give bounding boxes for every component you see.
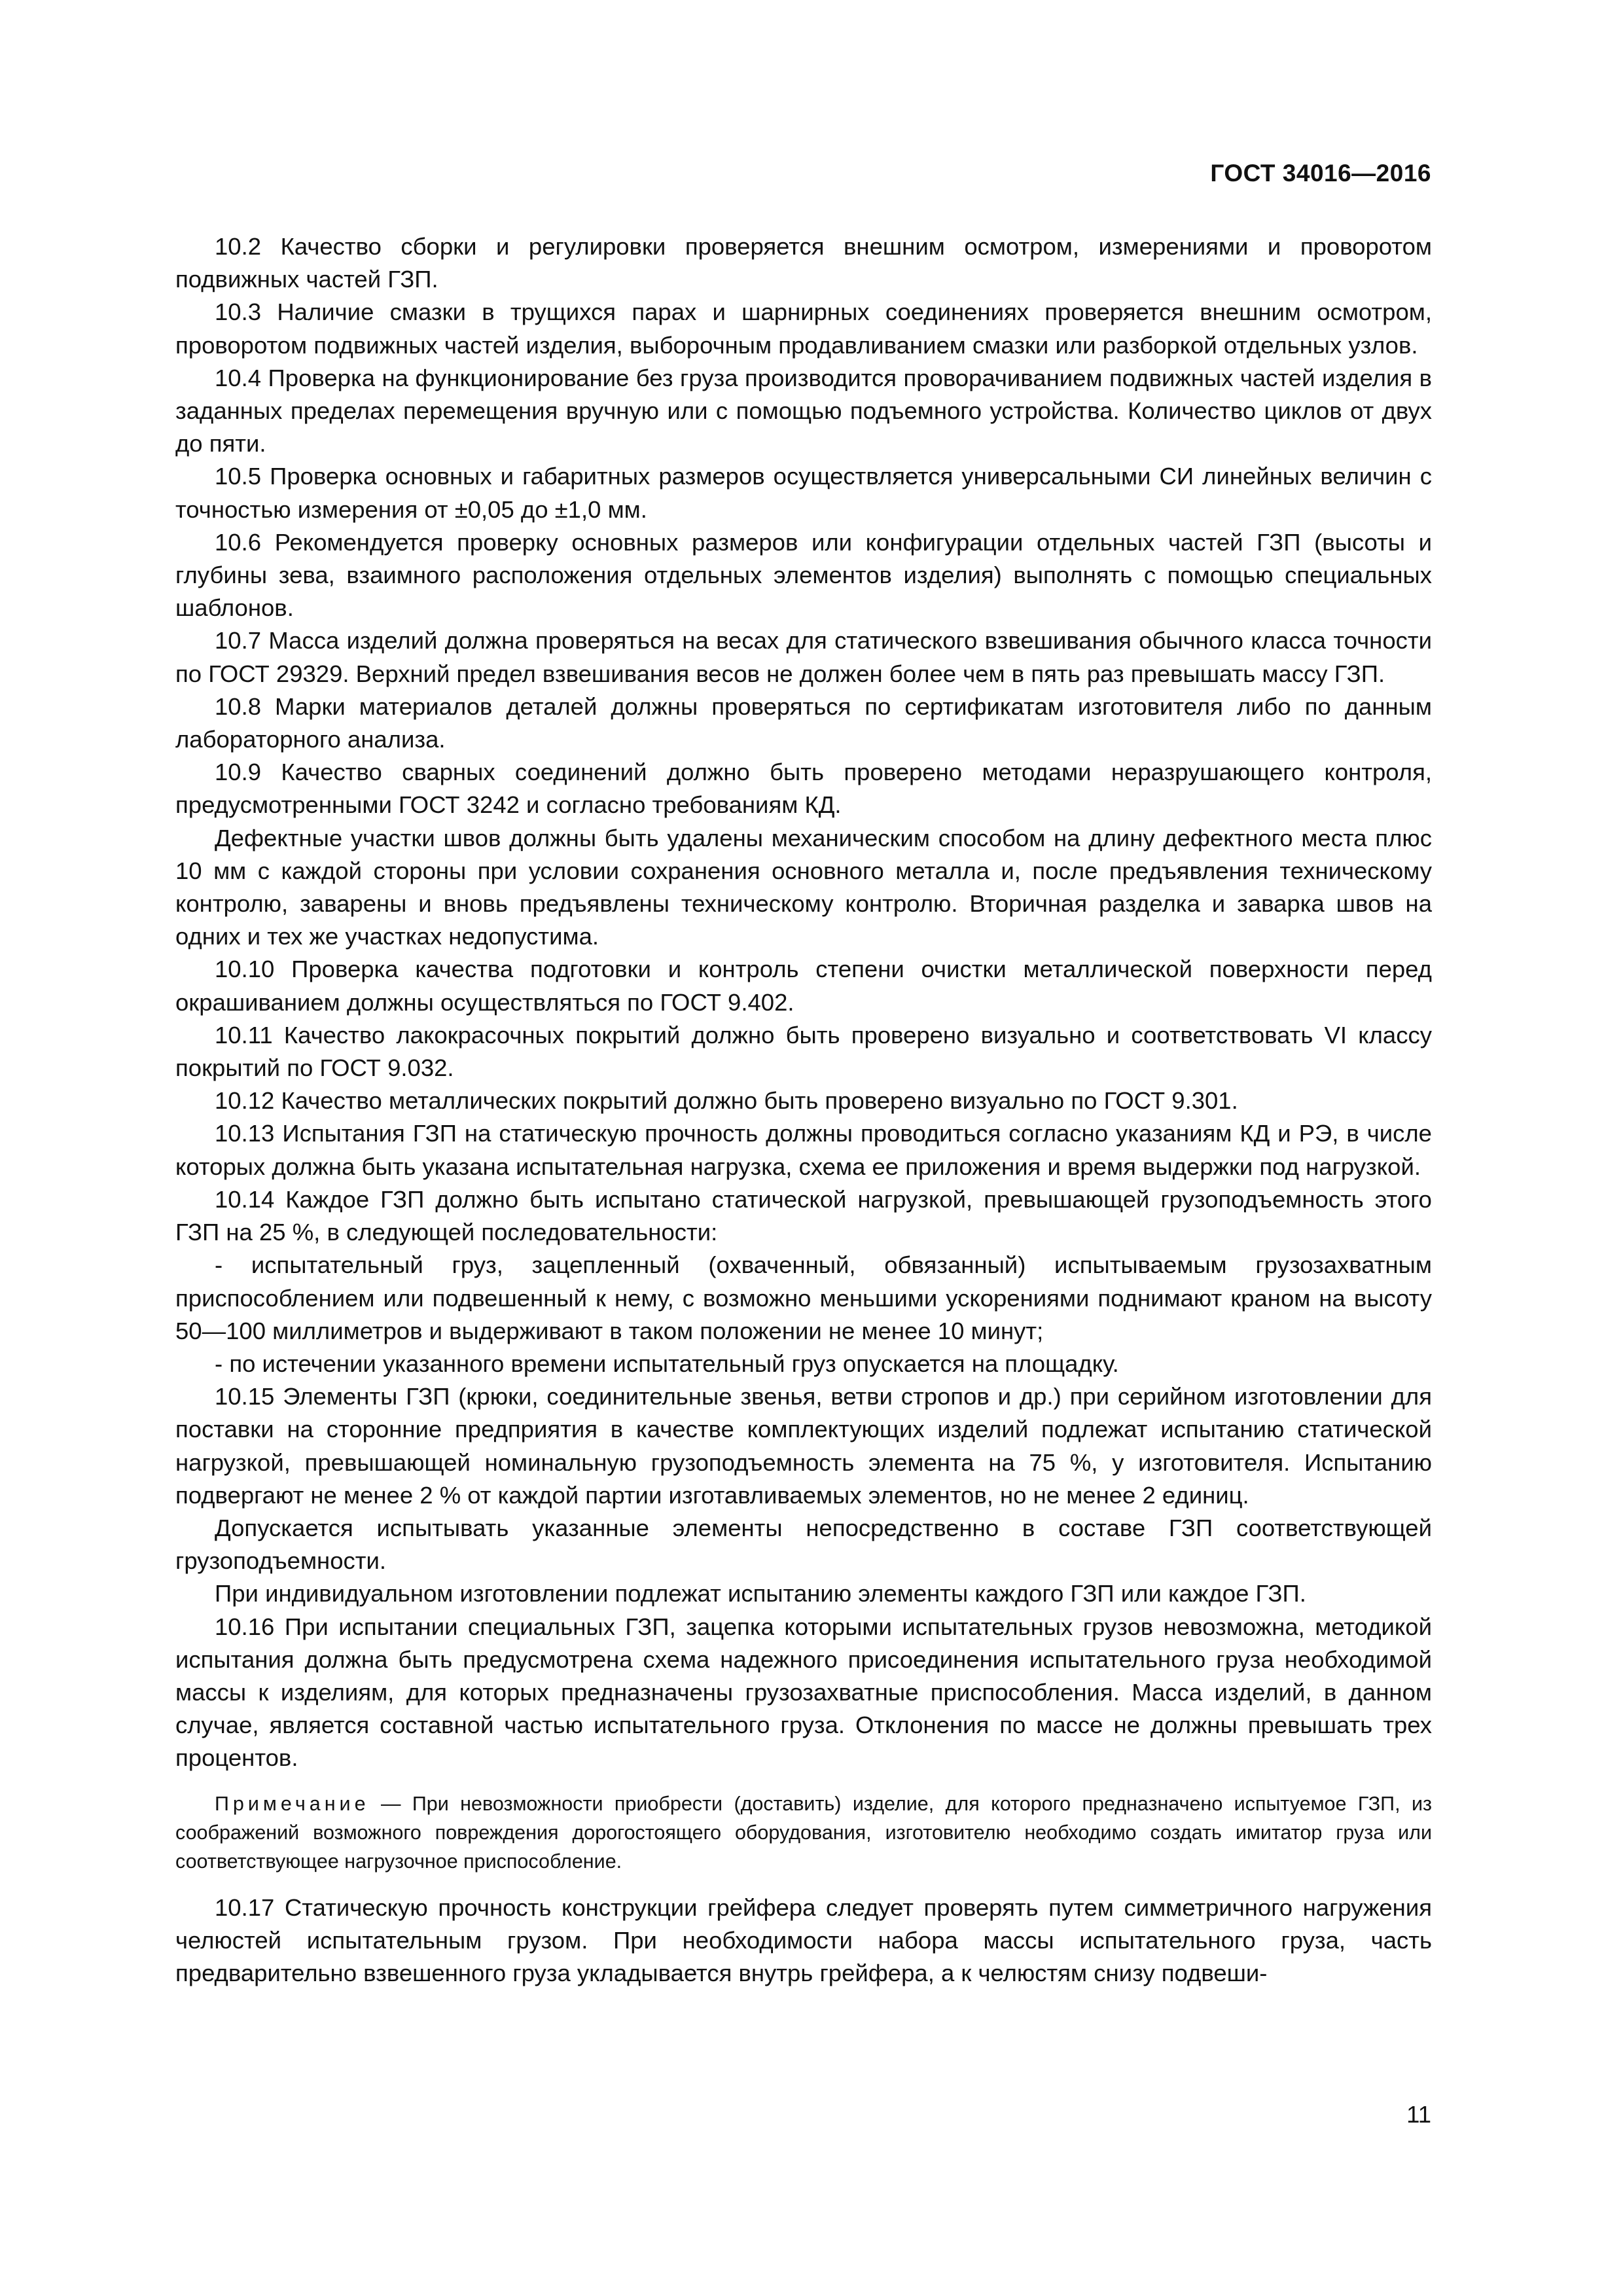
paragraph-10-17: 10.17 Статическую прочность конструкции грейфера следует проверять путем симметричного нагружения челюстей испытательным грузом. При необходимости набора массы испытательного груза, часть предварительно взвешенного груза укладывается внутрь грейфера, а к челюстям снизу подвеши-	[175, 1893, 1432, 1986]
document-body	[175, 230, 1432, 1990]
paragraph-10-8: 10.8 Марки материалов деталей должны проверяться по сертификатам изготовителя либо по данным лабораторного анализа.	[175, 692, 1432, 753]
page-number: 11	[1406, 2101, 1431, 2128]
paragraph-10-15-individual: При индивидуальном изготовлении подлежат испытанию элементы каждого ГЗП или каждое ГЗП.	[215, 1580, 1306, 1607]
paragraph-10-16: 10.16 При испытании специальных ГЗП, зацепка которыми испытательных грузов невозможна, методикой испытания должна быть предусмотрена схема надежного присоединения испытательного груза необходимой массы к изделиям, для которых предназначены грузозахватные приспособления. Масса изделий, в данном случае, является составной частью испытательного груза. Отклонения по массе не должны превышать трех процентов.	[175, 1613, 1432, 1772]
paragraph-10-2: 10.2 Качество сборки и регулировки проверяется внешним осмотром, измерениями и проворотом подвижных частей ГЗП.	[175, 233, 1432, 293]
paragraph-10-9-defects: Дефектные участки швов должны быть удалены механическим способом на длину дефектного места плюс 10 мм с каждой стороны при условии сохранения основного металла и, после предъявления техническому контролю, заварены и вновь предъявлены техническому контролю. Вторичная разделка и заварка швов на одних и тех же участках недопустима.	[175, 824, 1432, 950]
list-item-lowering: - по истечении указанного времени испытательный груз опускается на площадку.	[215, 1350, 1119, 1377]
standard-header: ГОСТ 34016—2016	[1210, 160, 1431, 187]
paragraph-10-12: 10.12 Качество металлических покрытий должно быть проверено визуально по ГОСТ 9.301.	[215, 1087, 1238, 1115]
paragraph-10-15: 10.15 Элементы ГЗП (крюки, соединительные звенья, ветви стропов и др.) при серийном изготовлении для поставки на сторонние предприятия в качестве комплектующих изделий подлежат испытанию статической нагрузкой, превышающей номинальную грузоподъемность элемента на 75 %, у изготовителя. Испытанию подвергают не менее 2 % от каждой партии изготавливаемых элементов, но не менее 2 единиц.	[175, 1383, 1432, 1509]
paragraph-10-13: 10.13 Испытания ГЗП на статическую прочность должны проводиться согласно указаниям КД и РЭ, в числе которых должна быть указана испытательная нагрузка, схема ее приложения и время выдержки под нагрузкой.	[175, 1120, 1432, 1180]
paragraph-10-11: 10.11 Качество лакокрасочных покрытий должно быть проверено визуально и соответствовать VI классу покрытий по ГОСТ 9.032.	[175, 1021, 1432, 1082]
note-label: Примечание	[215, 1792, 370, 1815]
paragraph-10-9: 10.9 Качество сварных соединений должно быть проверено методами неразрушающего контроля, предусмотренными ГОСТ 3242 и согласно требованиям КД.	[175, 759, 1432, 819]
paragraph-10-5: 10.5 Проверка основных и габаритных размеров осуществляется универсальными СИ линейных величин с точностью измерения от ±0,05 до ±1,0 мм.	[175, 463, 1432, 523]
note-text: — При невозможности приобрести (доставить) изделие, для которого предназначено испытуемое ГЗП, из соображений возможного повреждения дорогостоящего оборудования, изготовителю необходимо создать имитатор груза или соответствующее нагрузочное приспособление.	[175, 1792, 1432, 1873]
note	[175, 1789, 1432, 1876]
paragraph-10-3: 10.3 Наличие смазки в трущихся парах и шарнирных соединениях проверяется внешним осмотром, проворотом подвижных частей изделия, выборочным продавливанием смазки или разборкой отдельных узлов.	[175, 298, 1432, 359]
paragraph-10-4: 10.4 Проверка на функционирование без груза производится проворачиванием подвижных частей изделия в заданных пределах перемещения вручную или с помощью подъемного устройства. Количество циклов от двух до пяти.	[175, 364, 1432, 457]
list-item-test-load: - испытательный груз, зацепленный (охваченный, обвязанный) испытываемым грузозахватным приспособлением или подвешенный к нему, с возможно меньшими ускорениями поднимают краном на высоту 50—100 миллиметров и выдерживают в таком положении не менее 10 минут;	[175, 1251, 1432, 1344]
paragraph-10-10: 10.10 Проверка качества подготовки и контроль степени очистки металлической поверхности перед окрашиванием должны осуществляться по ГОСТ 9.402.	[175, 956, 1432, 1016]
paragraph-10-15-allowance: Допускается испытывать указанные элементы непосредственно в составе ГЗП соответствующей грузоподъемности.	[175, 1514, 1432, 1575]
paragraph-10-6: 10.6 Рекомендуется проверку основных размеров или конфигурации отдельных частей ГЗП (высоты и глубины зева, взаимного расположения отдельных элементов изделия) выполнять с помощью специальных шаблонов.	[175, 528, 1432, 622]
paragraph-10-7: 10.7 Масса изделий должна проверяться на весах для статического взвешивания обычного класса точности по ГОСТ 29329. Верхний предел взвешивания весов не должен более чем в пять раз превышать массу ГЗП.	[175, 627, 1432, 687]
paragraph-10-14: 10.14 Каждое ГЗП должно быть испытано статической нагрузкой, превышающей грузоподъемность этого ГЗП на 25 %, в следующей последовательности:	[175, 1185, 1432, 1246]
